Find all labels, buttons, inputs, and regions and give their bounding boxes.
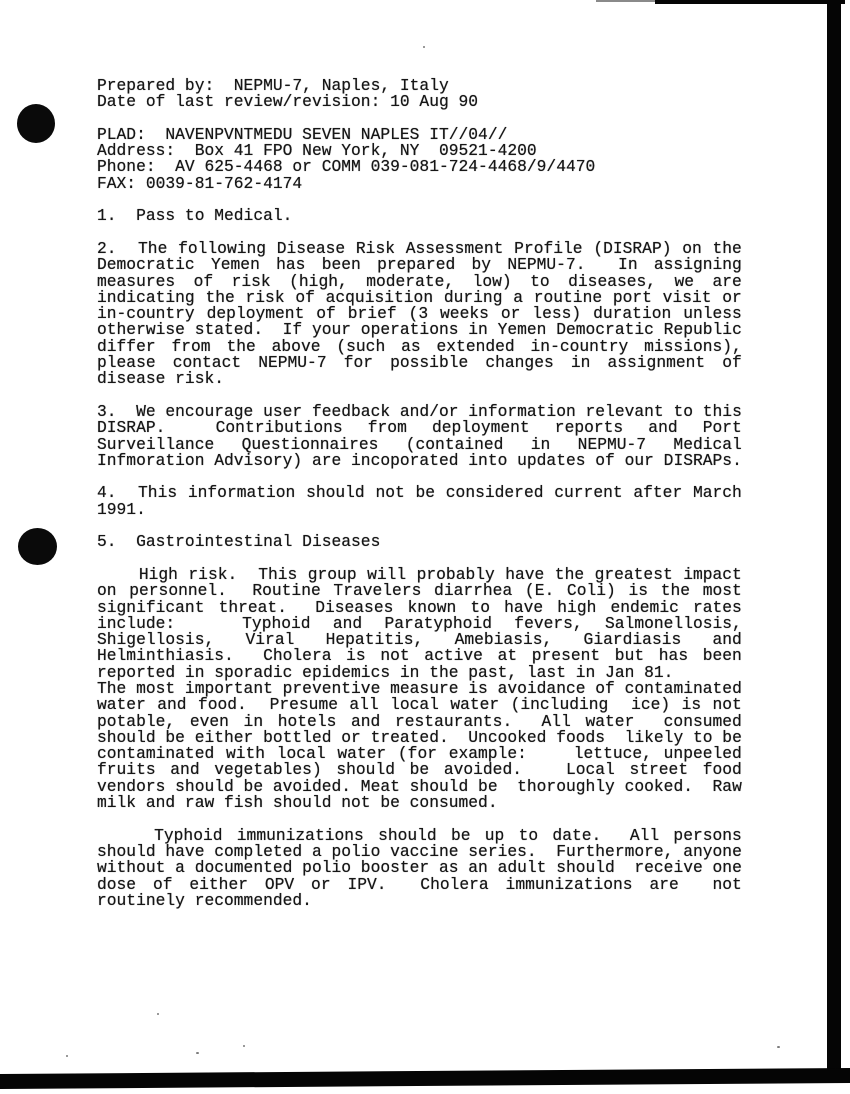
document-line: Helminthiasis. Cholera is not active at present but has been — [97, 646, 742, 666]
document-body — [97, 78, 742, 909]
scan-edge-bottom — [0, 1068, 850, 1089]
document-line: Democratic Yemen has been prepared by NEPMU-7. In assigning — [97, 255, 742, 275]
document-line: Shigellosis, Viral Hepatitis, Amebiasis, Giardiasis and — [97, 630, 742, 650]
document-line: dose of either OPV or IPV. Cholera immunizations are not — [97, 874, 742, 894]
document-line: should have completed a polio vaccine series. Furthermore, anyone — [97, 841, 742, 861]
document-line: without a documented polio booster as an adult should receive one — [97, 858, 742, 878]
document-line: potable, even in hotels and restaurants. All water consumed — [97, 711, 742, 731]
document-line: vendors should be avoided. Meat should be thoroughly cooked. Raw — [97, 776, 742, 796]
scan-edge-top — [655, 0, 845, 4]
document-line: Date of last review/revision: 10 Aug 90 — [97, 92, 479, 112]
document-line: disease risk. — [97, 369, 225, 389]
document-line: reported in sporadic epidemics in the past, last in Jan 81. — [97, 662, 674, 682]
document-line: routinely recommended. — [97, 890, 312, 910]
document-line: include: Typhoid and Paratyphoid fevers, Salmonellosis, — [97, 613, 742, 633]
document-line: should be either bottled or treated. Uncooked foods likely to be — [97, 727, 742, 747]
document-line: 2. The following Disease Risk Assessment Profile (DISRAP) on the — [97, 238, 742, 258]
document-line: on personnel. Routine Travelers diarrhea (E. Coli) is the most — [97, 581, 742, 601]
document-line: Address: Box 41 FPO New York, NY 09521-4200 — [97, 141, 537, 161]
document-line: fruits and vegetables) should be avoided. Local street food — [97, 760, 742, 780]
document-line: significant threat. Diseases known to have high endemic rates — [97, 597, 742, 617]
scan-speck — [196, 1052, 199, 1054]
document-line: 1991. — [97, 499, 146, 519]
document-line: High risk. This group will probably have the greatest impact — [97, 564, 742, 584]
document-line: differ from the above (such as extended in-country missions), — [97, 336, 742, 356]
document-line: measures of risk (high, moderate, low) to diseases, we are — [97, 271, 742, 291]
document-line: DISRAP. Contributions from deployment reports and Port — [97, 418, 742, 438]
document-line: otherwise stated. If your operations in Yemen Democratic Republic — [97, 320, 742, 340]
document-line: indicating the risk of acquisition during a routine port visit or — [97, 287, 742, 307]
document-line: The most important preventive measure is avoidance of contaminated — [97, 678, 742, 698]
document-line: 5. Gastrointestinal Diseases — [97, 532, 381, 552]
document-line: PLAD: NAVENPVNTMEDU SEVEN NAPLES IT//04// — [97, 124, 508, 144]
document-line: contaminated with local water (for example: lettuce, unpeeled — [97, 744, 742, 764]
scan-speck — [423, 46, 425, 48]
document-line: FAX: 0039-81-762-4174 — [97, 173, 303, 193]
document-line: Phone: AV 625-4468 or COMM 039-081-724-4468/9/4470 — [97, 157, 596, 177]
document-line: Surveillance Questionnaires (contained in NEPMU-7 Medical — [97, 434, 742, 454]
punch-hole-bottom — [18, 528, 57, 565]
document-line: Typhoid immunizations should be up to date. All persons — [97, 825, 742, 845]
punch-hole-top — [17, 104, 55, 143]
scan-speck — [66, 1055, 68, 1057]
document-line: milk and raw fish should not be consumed. — [97, 793, 498, 813]
document-line: Infmoration Advisory) are incoporated into updates of our DISRAPs. — [97, 450, 742, 470]
document-line: 1. Pass to Medical. — [97, 206, 293, 226]
scan-speck — [157, 1013, 159, 1015]
scan-edge-right — [827, 0, 841, 1078]
document-line: Prepared by: NEPMU-7, Naples, Italy — [97, 76, 449, 95]
document-line: water and food. Presume all local water (including ice) is not — [97, 695, 742, 715]
document-line: in-country deployment of brief (3 weeks or less) duration unless — [97, 304, 742, 324]
document-line: 3. We encourage user feedback and/or information relevant to this — [97, 401, 742, 421]
document-line: please contact NEPMU-7 for possible changes in assignment of — [97, 353, 742, 373]
document-line: 4. This information should not be considered current after March — [97, 483, 742, 503]
scan-speck — [777, 1046, 780, 1048]
scan-speck — [243, 1045, 245, 1047]
